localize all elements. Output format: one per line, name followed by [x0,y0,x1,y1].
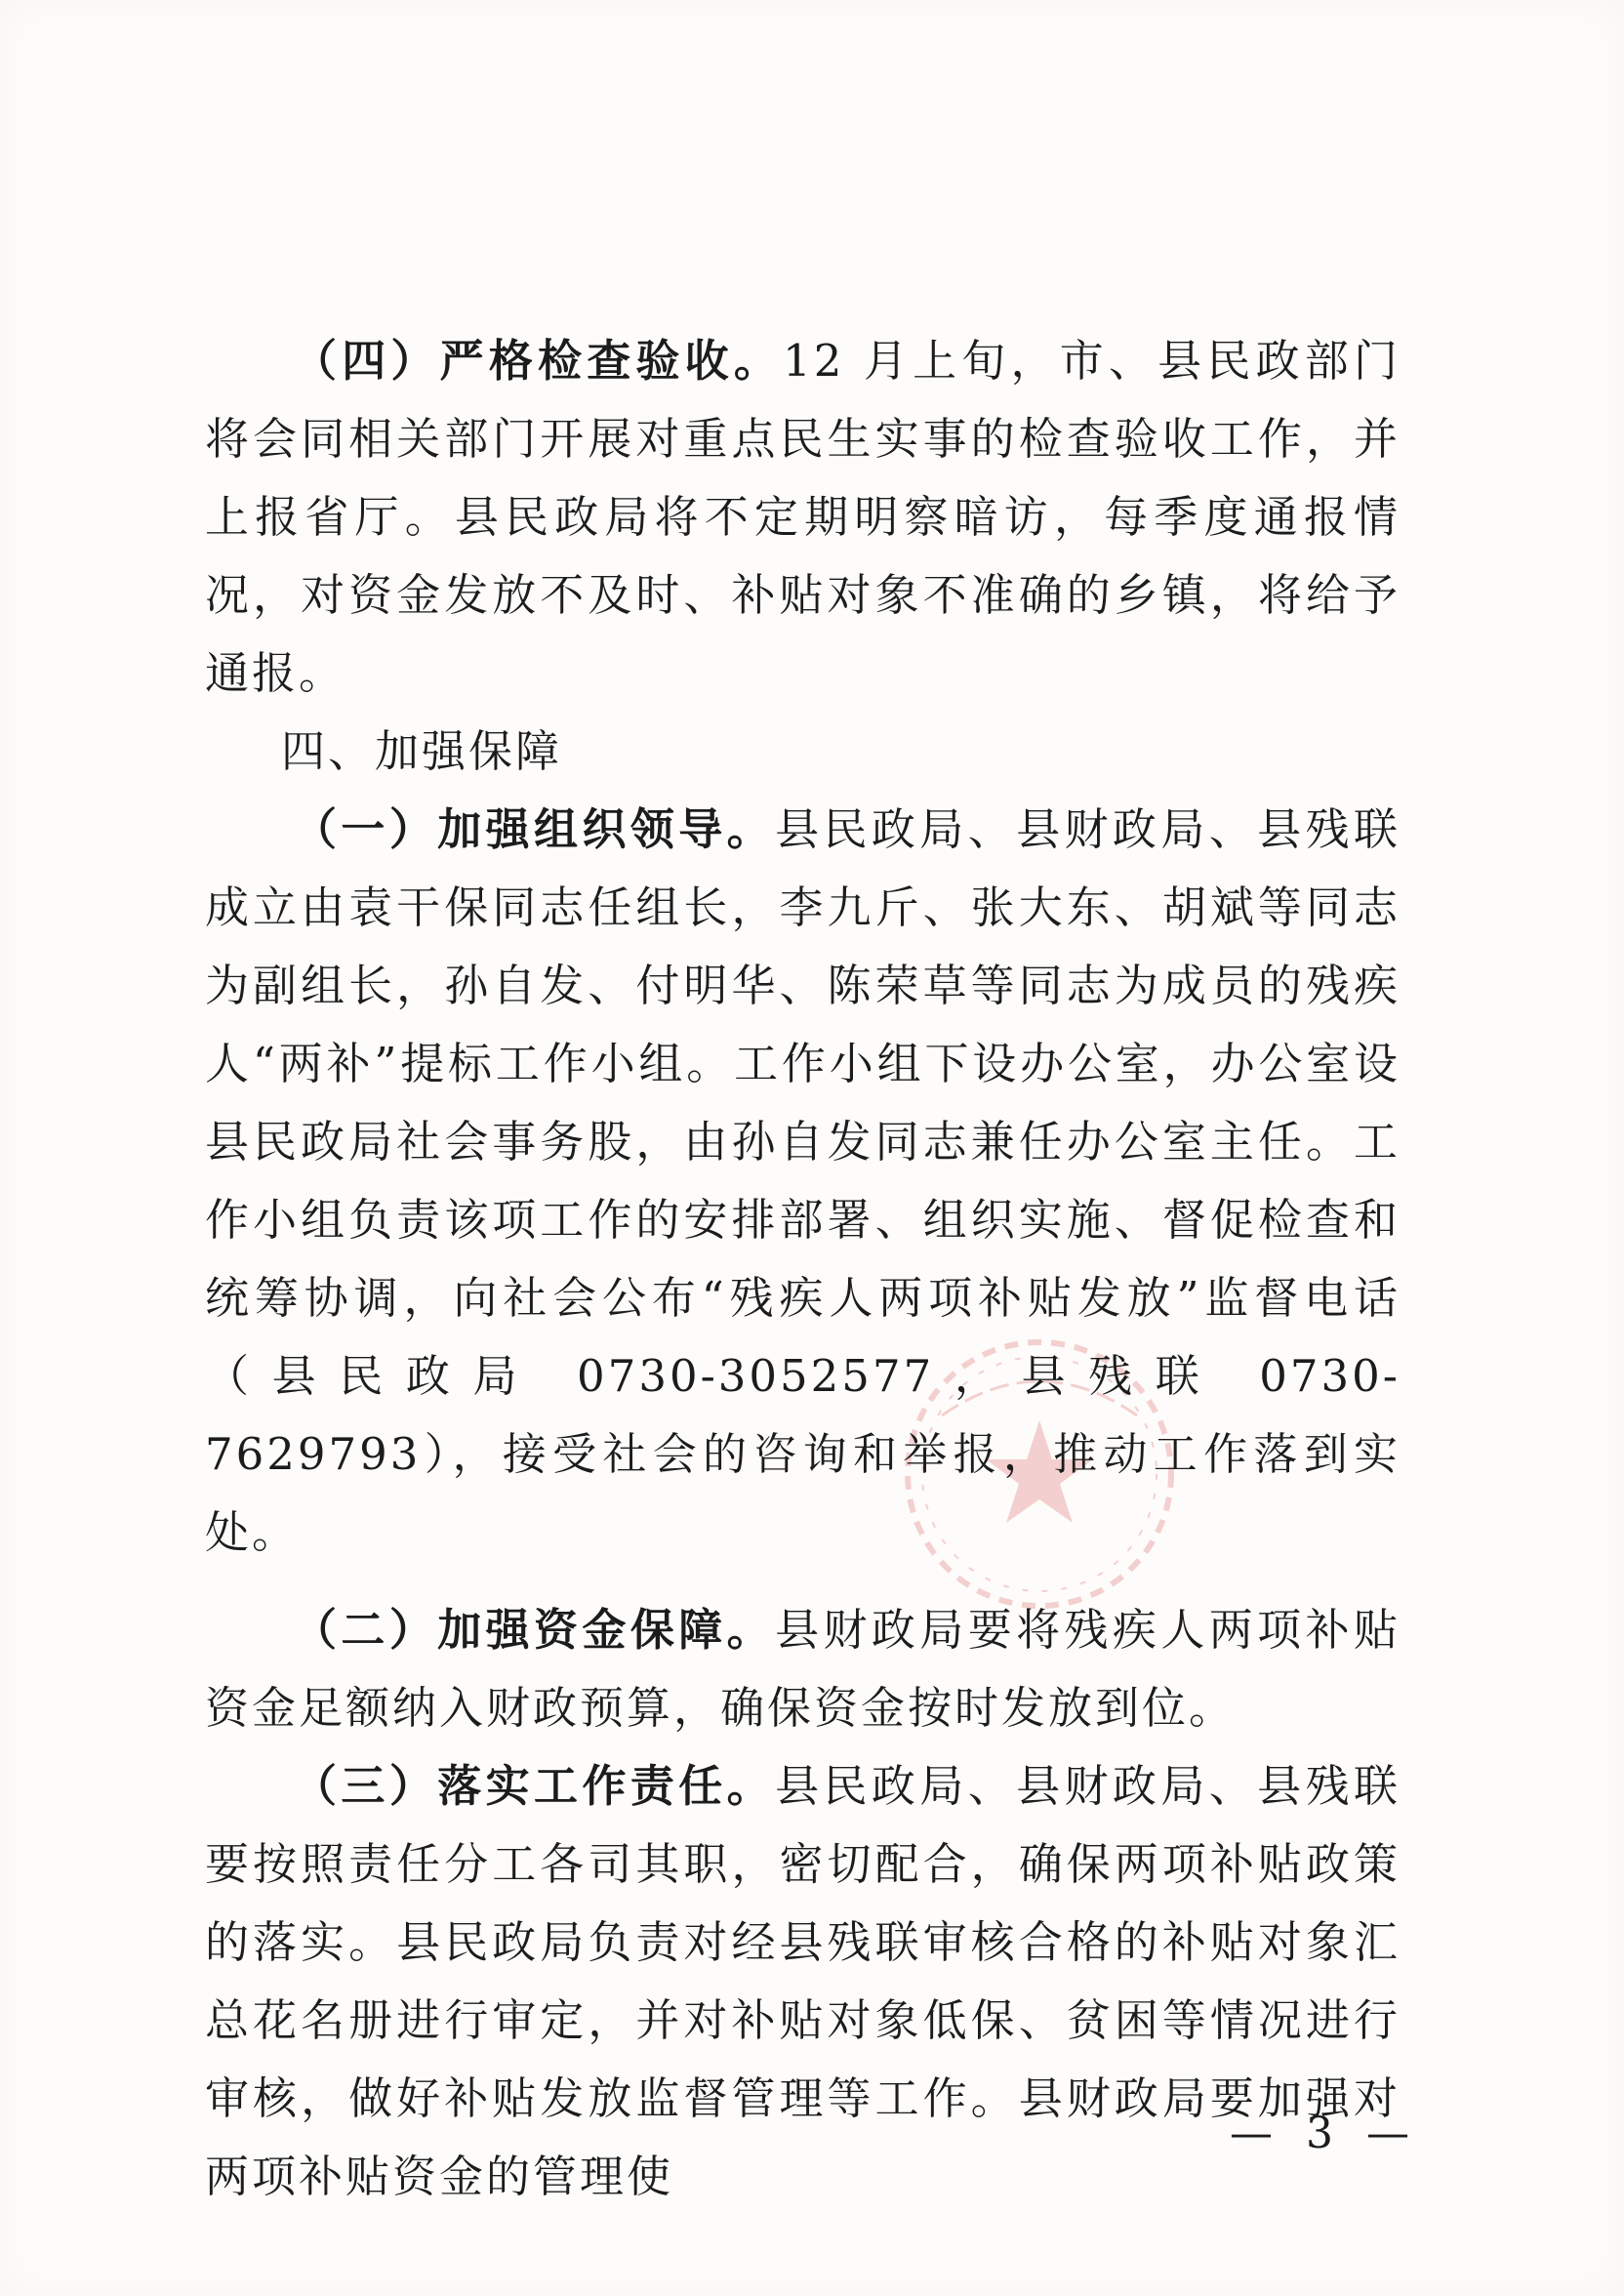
paragraph-funding [205,1591,1401,1747]
paragraph-funding-label: （二）加强资金保障。 [293,1604,776,1656]
paragraph-inspection-label: （四）严格检查验收。 [293,335,784,387]
section-heading-safeguards: 四、加强保障 [281,725,563,777]
paragraph-inspection-text: 12 月上旬，市、县民政部门将会同相关部门开展对重点民生实事的检查验收工作，并上报省厅。县民政局将不定期明察暗访，每季度通报情况，对资金发放不及时、补贴对象不准确的乡镇，将给予通报。 [205,335,1401,699]
paragraph-inspection [205,322,1401,713]
page-number: — 3 — [1230,2109,1419,2158]
paragraph-responsibility-text: 县民政局、县财政局、县残联要按照责任分工各司其职，密切配合，确保两项补贴政策的落实。县民政局负责对经县残联审核合格的补贴对象汇总花名册进行审定，并对补贴对象低保、贫困等情况进行审核，做好补贴发放监督管理等工作。县财政局要加强对两项补贴资金的管理使 [205,1760,1401,2202]
paragraph-leadership [205,791,1401,1572]
body-text [205,322,1401,2216]
paragraph-funding-text: 县财政局要将残疾人两项补贴资金足额纳入财政预算，确保资金按时发放到位。 [205,1604,1401,1734]
paragraph-leadership-text: 县民政局、县财政局、县残联成立由袁干保同志任组长，李九斤、张大东、胡斌等同志为副组长，孙自发、付明华、陈荣草等同志为成员的残疾人“两补”提标工作小组。工作小组下设办公室，办公室设县民政局社会事务股，由孙自发同志兼任办公室主任。工作小组负责该项工作的安排部署、组织实施、督促检查和统筹协调，向社会公布“残疾人两项补贴发放”监督电话（县民政局 0730-3052577，县残联 0730-7629793），接受社会的咨询和举报，推动工作落到实处。 [205,803,1401,1558]
paragraph-responsibility [205,1747,1401,2216]
paragraph-leadership-label: （一）加强组织领导。 [293,803,776,855]
paragraph-responsibility-label: （三）落实工作责任。 [293,1760,776,1812]
